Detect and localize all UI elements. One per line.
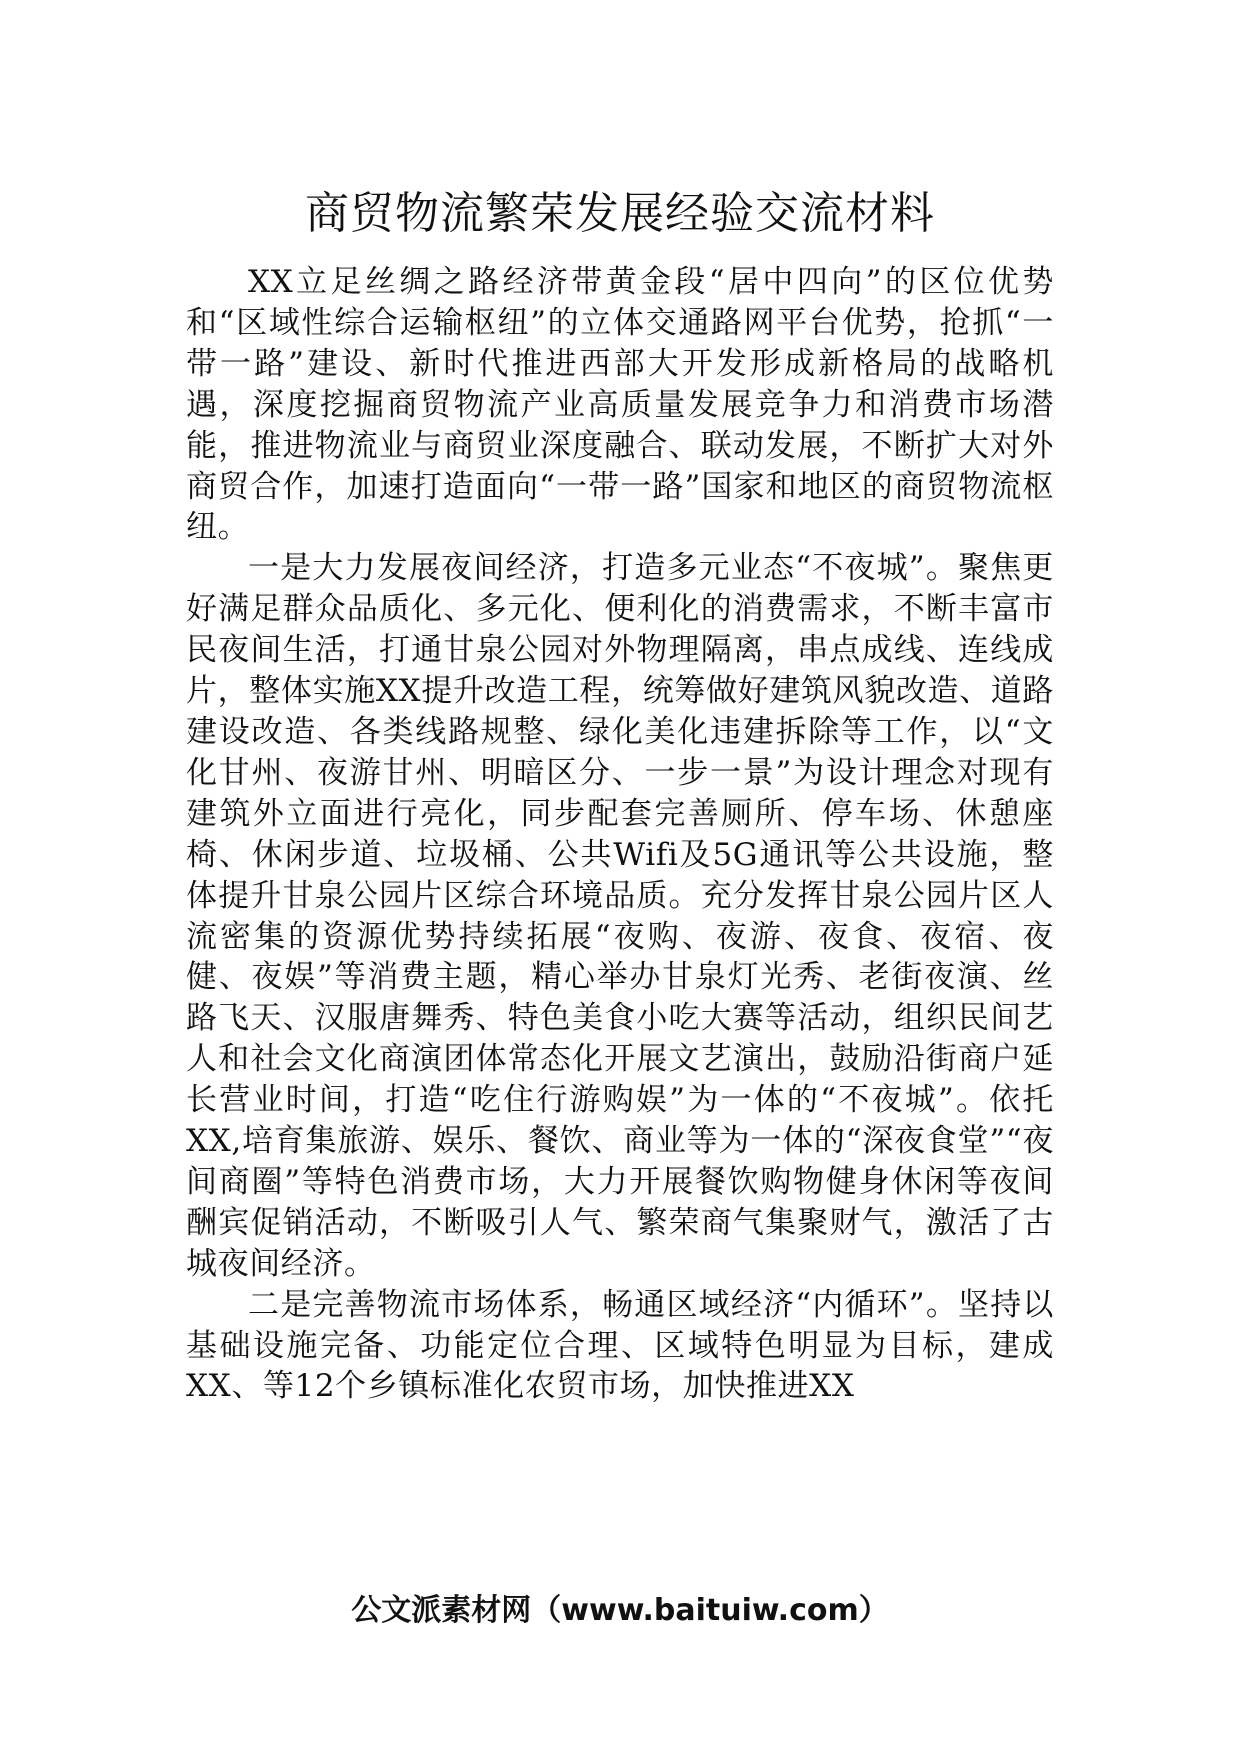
document-title: 商贸物流繁荣发展经验交流材料	[305, 188, 935, 239]
document-body	[186, 262, 1054, 1407]
paragraph-night-economy: 一是大力发展夜间经济，打造多元业态“不夜城”。聚焦更好满足群众品质化、多元化、便利化的消费需求，不断丰富市民夜间生活，打通甘泉公园对外物理隔离，串点成线、连线成片，整体实施XX提升改造工程，统筹做好建筑风貌改造、道路建设改造、各类线路规整、绿化美化违建拆除等工作，以“文化甘州、夜游甘州、明暗区分、一步一景”为设计理念对现有建筑外立面进行亮化，同步配套完善厕所、停车场、休憩座椅、休闲步道、垃圾桶、公共Wifi及5G通讯等公共设施，整体提升甘泉公园片区综合环境品质。充分发挥甘泉公园片区人流密集的资源优势持续拓展“夜购、夜游、夜食、夜宿、夜健、夜娱”等消费主题，精心举办甘泉灯光秀、老街夜演、丝路飞天、汉服唐舞秀、特色美食小吃大赛等活动，组织民间艺人和社会文化商演团体常态化开展文艺演出，鼓励沿街商户延长营业时间，打造“吃住行游购娱”为一体的“不夜城”。依托XX,培育集旅游、娱乐、餐饮、商业等为一体的“深夜食堂”“夜间商圈”等特色消费市场，大力开展餐饮购物健身休闲等夜间酬宾促销活动，不断吸引人气、繁荣商气集聚财气，激活了古城夜间经济。	[186, 550, 1054, 1282]
paragraph-intro: XX立足丝绸之路经济带黄金段“居中四向”的区位优势和“区域性综合运输枢纽”的立体交通路网平台优势，抢抓“一带一路”建设、新时代推进西部大开发形成新格局的战略机遇，深度挖掘商贸物流产业高质量发展竞争力和消费市场潜能，推进物流业与商贸业深度融合、联动发展，不断扩大对外商贸合作，加速打造面向“一带一路”国家和地区的商贸物流枢纽。	[186, 264, 1054, 546]
paragraph-logistics-market: 二是完善物流市场体系，畅通区域经济“内循环”。坚持以基础设施完备、功能定位合理、区域特色明显为目标，建成XX、等12个乡镇标准化农贸市场，加快推进XX	[186, 1286, 1054, 1405]
footer-watermark: 公文派素材网（www.baituiw.com）	[351, 1593, 889, 1628]
